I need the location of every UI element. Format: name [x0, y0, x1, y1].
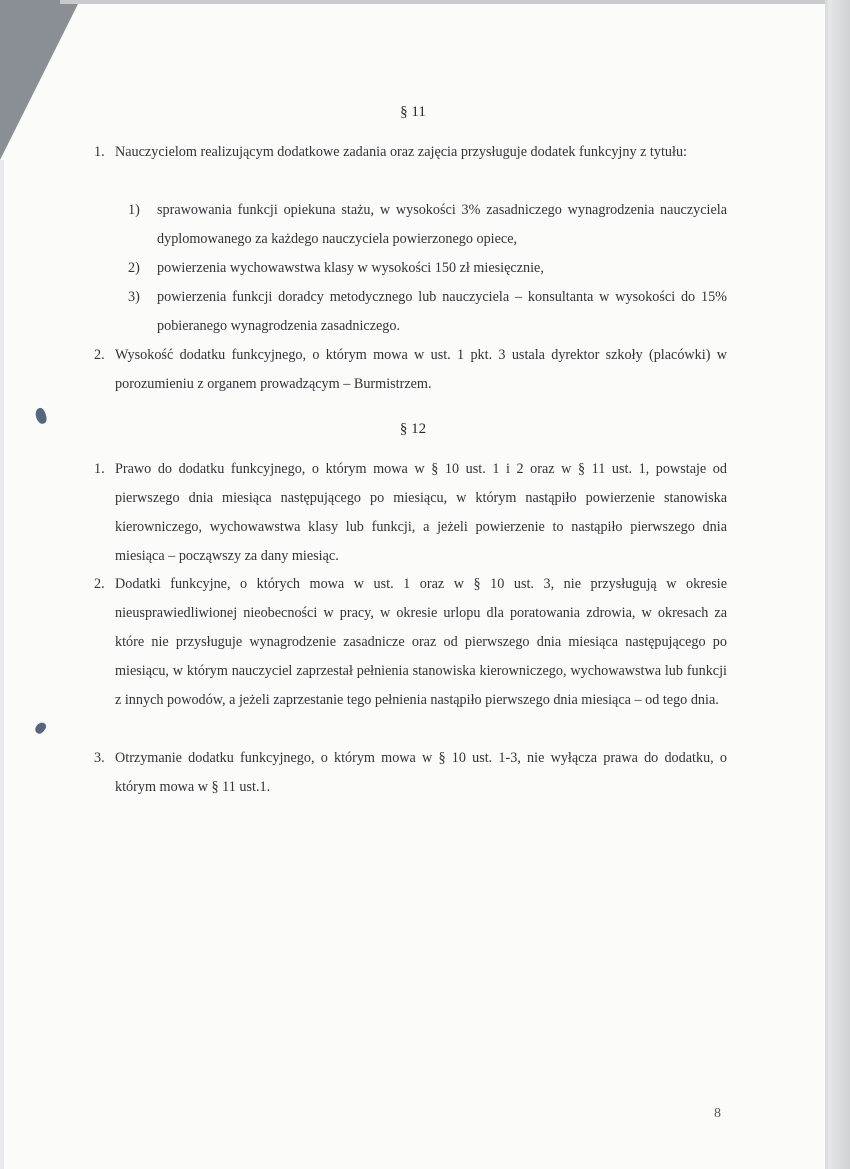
paragraph: powierzenia funkcji doradcy metodycznego lub nauczyciela – konsultanta w wysokości do 15% pobieranego wynagrodzenia zasadniczego. [157, 289, 727, 334]
paragraph: Otrzymanie dodatku funkcyjnego, o którym mowa w § 10 ust. 1-3, nie wyłącza prawa do dodatku, o którym mowa w § 11 ust.1. [115, 750, 727, 795]
section-title: § 12 [399, 421, 427, 437]
item-number: 3. [94, 750, 105, 766]
item-number: 2. [94, 347, 105, 363]
section-title: § 11 [400, 104, 426, 120]
paragraph: Nauczycielom realizującym dodatkowe zadania oraz zajęcia przysługuje dodatek funkcyjny z tytułu: [115, 144, 687, 160]
paragraph: Prawo do dodatku funkcyjnego, o którym mowa w § 10 ust. 1 i 2 oraz w § 11 ust. 1, powstaje od pierwszego dnia miesiąca następującego po miesiącu, w którym nastąpiło powierzenie stanowiska kierowniczego, wychowawstwa klasy lub funkcji, a jeżeli powierzenie to nastąpiło pierwszego dnia miesiąca – począwszy za dany miesiąc. [115, 461, 727, 564]
scan-shadow-right-inner [825, 0, 828, 1169]
item-number: 1. [94, 144, 105, 160]
paragraph: powierzenia wychowawstwa klasy w wysokości 150 zł miesięcznie, [157, 260, 544, 276]
scan-shadow-right [828, 0, 850, 1169]
scan-shadow-left [0, 160, 4, 1169]
paragraph: sprawowania funkcji opiekuna stażu, w wysokości 3% zasadniczego wynagrodzenia nauczyciela dyplomowanego za każdego nauczyciela powierzonego opiece, [157, 202, 727, 247]
punch-hole-mark [33, 721, 47, 736]
paragraph: Wysokość dodatku funkcyjnego, o którym mowa w ust. 1 pkt. 3 ustala dyrektor szkoły (placówki) w porozumieniu z organem prowadzącym – Burmistrzem. [115, 347, 727, 392]
subitem-number: 3) [128, 289, 140, 305]
subitem-number: 1) [128, 202, 140, 218]
subitem-number: 2) [128, 260, 140, 276]
item-number: 2. [94, 576, 105, 592]
scan-shadow-corner [0, 0, 80, 160]
page-number: 8 [714, 1106, 721, 1121]
item-number: 1. [94, 461, 105, 477]
paragraph: Dodatki funkcyjne, o których mowa w ust. 1 oraz w § 10 ust. 3, nie przysługują w okresie nieusprawiedliwionej nieobecności w pracy, w okresie urlopu dla poratowania zdrowia, w okresach za które nie przysługuje wynagrodzenie zasadnicze oraz od pierwszego dnia miesiąca następującego po miesiącu, w którym nauczyciel zaprzestał pełnienia stanowiska kierowniczego, wychowawstwa lub funkcji z innych powodów, a jeżeli zaprzestanie tego pełnienia nastąpiło pierwszego dnia miesiąca – od tego dnia. [115, 576, 727, 708]
scan-shadow-top [60, 0, 850, 4]
